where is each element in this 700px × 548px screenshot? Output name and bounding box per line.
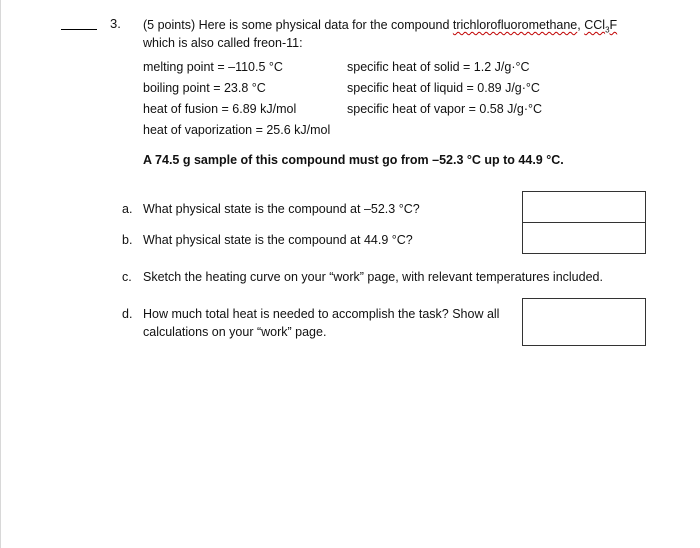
specific-heat-liquid: specific heat of liquid = 0.89 J/g·°C: [347, 81, 540, 95]
heat-of-vaporization: heat of vaporization = 25.6 kJ/mol: [143, 123, 331, 137]
formula-separator: ,: [577, 18, 585, 32]
intro-text: (5 points) Here is some physical data for the compound: [143, 18, 453, 32]
specific-heat-solid: specific heat of solid = 1.2 J/g·°C: [347, 60, 530, 74]
formula-end: F: [609, 18, 618, 32]
part-d-text-line1: How much total heat is needed to accomplish the task? Show all: [143, 307, 500, 321]
score-blank-line: [61, 29, 97, 30]
formula-main: CCl: [584, 18, 606, 32]
heat-of-fusion: heat of fusion = 6.89 kJ/mol: [143, 102, 297, 116]
part-a-label: a.: [122, 202, 133, 216]
question-number: 3.: [110, 16, 121, 31]
formula-subscript: 3: [605, 25, 610, 35]
melting-point: melting point = –110.5 °C: [143, 60, 283, 74]
part-a-answer-box[interactable]: [522, 191, 646, 223]
question-intro-line2: which is also called freon-11:: [143, 36, 303, 50]
part-b-label: b.: [122, 233, 133, 247]
part-d-text-line2: calculations on your “work” page.: [143, 325, 327, 339]
compound-formula: [584, 18, 618, 35]
part-c-label: c.: [122, 270, 132, 284]
specific-heat-vapor: specific heat of vapor = 0.58 J/g·°C: [347, 102, 543, 116]
part-b-text: What physical state is the compound at 44.9 °C?: [143, 233, 413, 247]
part-d-answer-box[interactable]: [522, 298, 646, 346]
boiling-point: boiling point = 23.8 °C: [143, 81, 266, 95]
part-b-answer-box[interactable]: [522, 222, 646, 254]
page-edge: [0, 0, 1, 548]
part-d-label: d.: [122, 307, 133, 321]
part-c-text: Sketch the heating curve on your “work” page, with relevant temperatures included.: [143, 270, 603, 284]
task-statement: A 74.5 g sample of this compound must go from –52.3 °C up to 44.9 °C.: [143, 153, 564, 167]
part-a-text: What physical state is the compound at –52.3 °C?: [143, 202, 420, 216]
compound-name: trichlorofluoromethane: [452, 18, 578, 32]
